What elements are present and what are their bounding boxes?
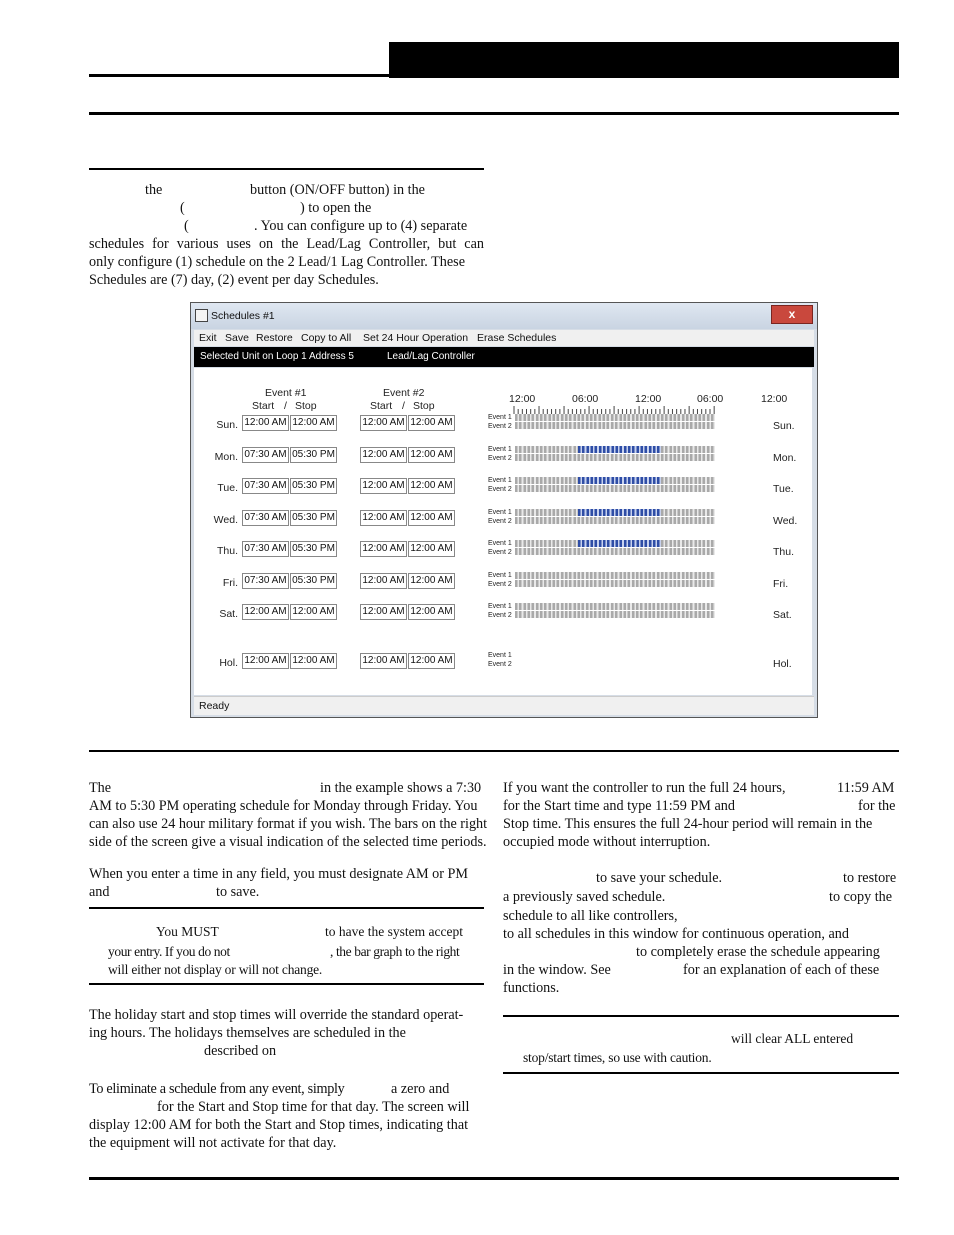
left-p1-line4: side of the screen give a visual indication of the selected time periods. — [89, 834, 487, 850]
menu-save[interactable]: Save — [225, 332, 249, 344]
left-p2-line2a: and — [89, 884, 110, 900]
menu-set-24-hour[interactable]: Set 24 Hour Operation — [363, 332, 469, 344]
event2-label: Event 2 — [488, 612, 512, 619]
left-p2-line2b: to save. — [216, 884, 260, 900]
right-p2-line5: to completely erase the schedule appearing — [636, 944, 880, 960]
event2-stop-field[interactable]: 12:00 AM — [408, 604, 455, 620]
left-p3-line2: ing hours. The holidays themselves are scheduled in the — [89, 1025, 406, 1041]
right-p2-line1b: to restore — [843, 870, 897, 886]
left-p2-line1: When you enter a time in any field, you must designate AM or PM — [89, 866, 469, 882]
menu-erase-schedules[interactable]: Erase Schedules — [477, 332, 557, 344]
day-label-right: Hol. — [773, 658, 792, 670]
day-label: Sun. — [216, 419, 238, 431]
event2-stop-field[interactable]: 12:00 AM — [408, 510, 455, 526]
event1-label: Event 1 — [488, 572, 512, 579]
event2-start-field[interactable]: 12:00 AM — [360, 447, 407, 463]
header-rule-left — [89, 74, 389, 77]
event1-bar — [515, 414, 715, 421]
event2-bar — [515, 548, 715, 555]
header-black-band — [389, 42, 899, 78]
event1-slash: / — [284, 400, 287, 412]
event2-stop-field[interactable]: 12:00 AM — [408, 478, 455, 494]
timeline-ticks — [512, 406, 718, 414]
footer-rule — [89, 1177, 899, 1180]
event2-start-field[interactable]: 12:00 AM — [360, 478, 407, 494]
menu-restore[interactable]: Restore — [256, 332, 293, 344]
event2-start-field[interactable]: 12:00 AM — [360, 510, 407, 526]
left-p4-line1b: a zero and — [391, 1081, 450, 1097]
event1-stop-field[interactable]: 05:30 PM — [290, 510, 337, 526]
timeline-label-4: 12:00 — [761, 393, 788, 405]
right-p2-line6b: for an explanation of each of these — [683, 962, 880, 978]
event1-label: Event 1 — [488, 446, 512, 453]
event1-start-field[interactable]: 07:30 AM — [242, 541, 289, 557]
unit-type: Lead/Lag Controller — [387, 351, 475, 362]
event2-label: Event 2 — [488, 661, 512, 668]
event1-stop-field[interactable]: 12:00 AM — [290, 604, 337, 620]
event2-label: Event 2 — [488, 581, 512, 588]
timeline-label-2: 12:00 — [635, 393, 662, 405]
event1-label: Event 1 — [488, 509, 512, 516]
event1-label: Event 1 — [488, 540, 512, 547]
left-p1-line2: AM to 5:30 PM operating schedule for Monday through Friday. You — [89, 798, 478, 814]
event2-bar — [515, 454, 715, 461]
day-label-right: Thu. — [773, 546, 795, 558]
occupied-fill — [578, 540, 661, 547]
event2-label: Event 2 — [488, 423, 512, 430]
event1-stop-field[interactable]: 05:30 PM — [290, 573, 337, 589]
occupied-fill — [578, 509, 661, 516]
event2-stop-field[interactable]: 12:00 AM — [408, 653, 455, 669]
left-note-line2b: , the bar graph to the right — [330, 944, 460, 959]
day-label-right: Sun. — [773, 420, 795, 432]
left-note-line2a: your entry. If you do not — [108, 944, 230, 959]
event1-stop-field[interactable]: 05:30 PM — [290, 478, 337, 494]
header-rule — [89, 112, 899, 115]
event2-bar — [515, 422, 715, 429]
right-p1-line1a: If you want the controller to run the full 24 hours, — [503, 780, 786, 796]
event2-label: Event 2 — [488, 455, 512, 462]
left-note-line1a: You MUST — [156, 924, 219, 939]
right-p2-line1a: to save your schedule. — [596, 870, 723, 886]
event2-start-header: Start — [370, 400, 393, 412]
section-rule — [89, 168, 484, 170]
day-label: Hol. — [219, 657, 238, 669]
intro-line-3a: ( — [184, 218, 189, 234]
day-label: Mon. — [214, 451, 238, 463]
right-note-rule-bottom — [503, 1072, 899, 1074]
intro-line-6: Schedules are (7) day, (2) event per day Schedules. — [89, 272, 379, 288]
event2-bar — [515, 485, 715, 492]
event1-start-field[interactable]: 07:30 AM — [242, 478, 289, 494]
event1-start-header: Start — [252, 400, 275, 412]
event2-start-field[interactable]: 12:00 AM — [360, 415, 407, 431]
right-p2-line4: to all schedules in this window for continuous operation, and — [503, 926, 849, 942]
day-label-right: Mon. — [773, 452, 797, 464]
event1-stop-field[interactable]: 12:00 AM — [290, 653, 337, 669]
intro-line-5: only configure (1) schedule on the 2 Lead/1 Lag Controller. These — [89, 254, 465, 270]
menu-exit[interactable]: Exit — [199, 332, 217, 344]
status-text: Ready — [199, 700, 230, 712]
status-bar — [194, 696, 814, 715]
event1-label: Event 1 — [488, 603, 512, 610]
event1-stop-field[interactable]: 05:30 PM — [290, 447, 337, 463]
intro-line-1a: the — [145, 182, 163, 198]
event2-stop-header: Stop — [413, 400, 435, 412]
event1-start-field[interactable]: 12:00 AM — [242, 415, 289, 431]
event2-bar — [515, 517, 715, 524]
event2-start-field[interactable]: 12:00 AM — [360, 604, 407, 620]
timeline-label-3: 06:00 — [697, 393, 724, 405]
intro-line-3b: . You can configure up to (4) separate — [254, 218, 468, 234]
event1-label: Event 1 — [488, 652, 512, 659]
event1-bar — [515, 603, 715, 610]
event2-start-field[interactable]: 12:00 AM — [360, 653, 407, 669]
event2-header: Event #2 — [383, 387, 425, 399]
intro-line-2a: ( — [180, 200, 185, 216]
left-p3-line3: described on — [204, 1043, 277, 1059]
intro-line-2b: ) to open the — [300, 200, 372, 216]
event2-stop-field[interactable]: 12:00 AM — [408, 573, 455, 589]
event1-bar — [515, 572, 715, 579]
event1-label: Event 1 — [488, 414, 512, 421]
event1-stop-header: Stop — [295, 400, 317, 412]
event1-start-field[interactable]: 07:30 AM — [242, 447, 289, 463]
window-titlebar — [191, 303, 817, 329]
right-p2-line2b: to copy the — [829, 889, 893, 905]
right-note-rule-top — [503, 1015, 899, 1017]
intro-line-1b: button (ON/OFF button) in the — [250, 182, 425, 198]
right-p1-line2a: for the Start time and type 11:59 PM and — [503, 798, 735, 814]
day-label-right: Fri. — [773, 578, 789, 590]
event2-slash: / — [402, 400, 405, 412]
event1-start-field[interactable]: 07:30 AM — [242, 573, 289, 589]
left-note-line1b: to have the system accept — [325, 924, 463, 939]
close-button[interactable]: x — [771, 305, 813, 324]
event1-start-field[interactable]: 12:00 AM — [242, 653, 289, 669]
intro-line-4: schedules for various uses on the Lead/Lag Controller, but can — [89, 236, 484, 252]
left-p4-line2: for the Start and Stop time for that day. The screen will — [157, 1099, 470, 1115]
menu-bar — [194, 330, 814, 346]
day-label: Tue. — [217, 482, 238, 494]
left-p1-line1a: The — [89, 780, 112, 796]
day-label: Fri. — [222, 577, 238, 589]
timeline-label-1: 06:00 — [572, 393, 599, 405]
right-p2-line6a: in the window. See — [503, 962, 611, 978]
event1-start-field[interactable]: 12:00 AM — [242, 604, 289, 620]
event1-header: Event #1 — [265, 387, 307, 399]
left-p4-line1a: To eliminate a schedule from any event, simply — [89, 1081, 345, 1097]
left-note-line3: will either not display or will not change. — [108, 962, 323, 977]
window-app-icon — [195, 309, 208, 322]
window-title: Schedules #1 — [211, 310, 275, 322]
event2-start-field[interactable]: 12:00 AM — [360, 541, 407, 557]
left-note-rule-bottom — [89, 983, 484, 985]
right-note-line2: stop/start times, so use with caution. — [523, 1050, 712, 1065]
schedule-grid — [194, 368, 812, 695]
event1-stop-field[interactable]: 05:30 PM — [290, 541, 337, 557]
left-p4-line4: the equipment will not activate for that day. — [89, 1135, 337, 1151]
day-label-right: Tue. — [773, 483, 794, 495]
occupied-fill — [578, 446, 661, 453]
left-p1-line3: can also use 24 hour military format if you wish. The bars on the right — [89, 816, 488, 832]
right-note-line1: will clear ALL entered — [731, 1031, 854, 1046]
right-p2-line3: schedule to all like controllers, — [503, 908, 678, 924]
right-p1-line4: occupied mode without interruption. — [503, 834, 711, 850]
event1-stop-field[interactable]: 12:00 AM — [290, 415, 337, 431]
day-label: Wed. — [213, 514, 238, 526]
right-p1-line2b: for the — [858, 798, 896, 814]
event2-bar — [515, 580, 715, 587]
left-p1-line1b: in the example shows a 7:30 — [320, 780, 482, 796]
event2-stop-field[interactable]: 12:00 AM — [408, 447, 455, 463]
left-p4-line3: display 12:00 AM for both the Start and Stop times, indicating that — [89, 1117, 469, 1133]
day-label-right: Sat. — [773, 609, 792, 621]
event2-stop-field[interactable]: 12:00 AM — [408, 415, 455, 431]
divider-rule — [89, 750, 899, 752]
right-p1-line3: Stop time. This ensures the full 24-hour period will remain in the — [503, 816, 873, 832]
event1-bar — [515, 446, 715, 453]
right-p2-line7: functions. — [503, 980, 560, 996]
event2-start-field[interactable]: 12:00 AM — [360, 573, 407, 589]
left-note-rule-top — [89, 907, 484, 909]
event2-bar — [515, 611, 715, 618]
selected-unit-bar — [194, 347, 814, 367]
right-p2-line2a: a previously saved schedule. — [503, 889, 666, 905]
menu-copy-to-all[interactable]: Copy to All — [301, 332, 352, 344]
event2-label: Event 2 — [488, 518, 512, 525]
event1-start-field[interactable]: 07:30 AM — [242, 510, 289, 526]
event1-bar — [515, 477, 715, 484]
event2-label: Event 2 — [488, 549, 512, 556]
left-p3-line1: The holiday start and stop times will override the standard operat- — [89, 1007, 464, 1023]
day-label-right: Wed. — [773, 515, 798, 527]
event2-stop-field[interactable]: 12:00 AM — [408, 541, 455, 557]
event1-label: Event 1 — [488, 477, 512, 484]
selected-unit-label: Selected Unit on Loop 1 Address 5 — [200, 351, 354, 362]
event1-bar — [515, 540, 715, 547]
occupied-fill — [578, 477, 661, 484]
schedules-window — [190, 302, 818, 718]
day-label: Sat. — [219, 608, 238, 620]
timeline-label-0: 12:00 — [509, 393, 536, 405]
event2-label: Event 2 — [488, 486, 512, 493]
day-label: Thu. — [216, 545, 238, 557]
event1-bar — [515, 509, 715, 516]
right-p1-line1b: 11:59 AM — [837, 780, 895, 796]
